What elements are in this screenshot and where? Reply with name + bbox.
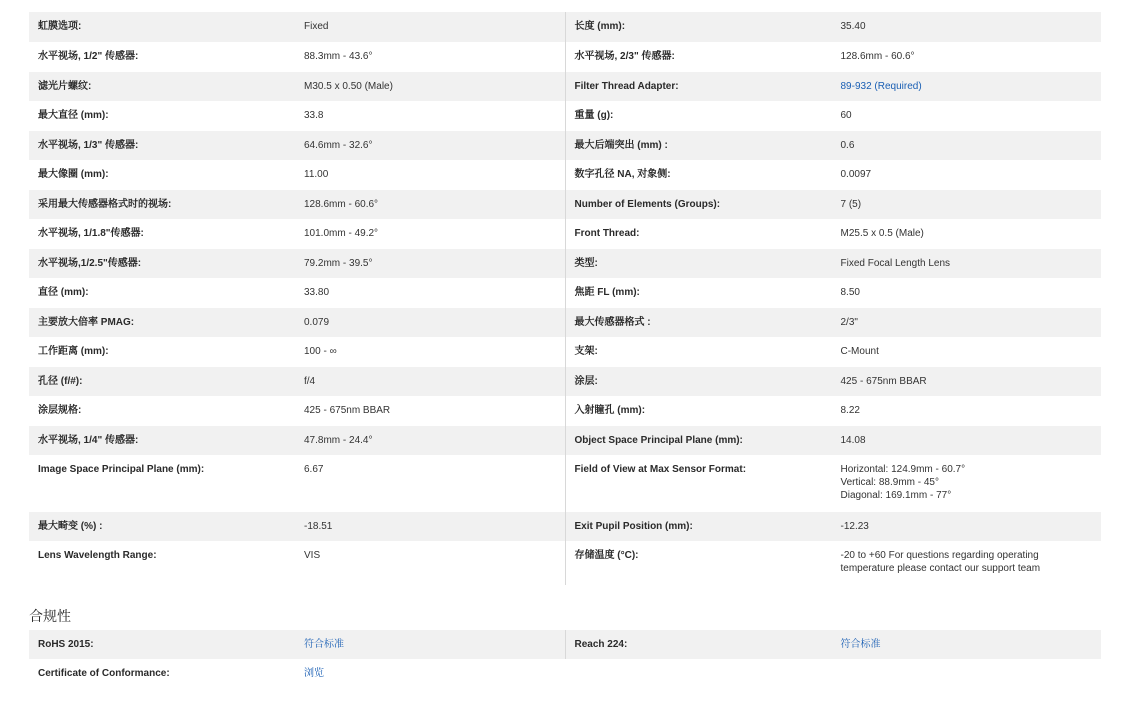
spec-label: 涂层规格:: [38, 405, 82, 416]
specifications-table: [29, 12, 1101, 585]
spec-row: [29, 396, 1101, 426]
spec-value: 2/3": [840, 317, 858, 328]
spec-value: 100 - ∞: [304, 346, 337, 357]
spec-value: 425 - 675nm BBAR: [840, 376, 927, 387]
spec-value: f/4: [304, 376, 316, 387]
compliance-label: RoHS 2015:: [38, 639, 94, 650]
spec-label: 水平视场, 1/4" 传感器:: [38, 435, 139, 446]
spec-label: 最大像圈 (mm):: [38, 169, 109, 180]
spec-value: Fixed: [304, 21, 329, 32]
spec-value: M30.5 x 0.50 (Male): [304, 81, 393, 92]
reach-status-link[interactable]: 符合标准: [840, 639, 881, 650]
spec-row: [29, 160, 1101, 190]
spec-value: M25.5 x 0.5 (Male): [840, 228, 924, 239]
spec-row: [29, 12, 1101, 42]
spec-label: Number of Elements (Groups):: [574, 199, 721, 210]
spec-label: Image Space Principal Plane (mm):: [38, 464, 205, 475]
spec-value: 79.2mm - 39.5°: [304, 258, 373, 269]
spec-row: [29, 308, 1101, 337]
rohs-status-link[interactable]: 符合标准: [304, 639, 344, 650]
spec-value: -18.51: [304, 521, 333, 532]
spec-row: [29, 101, 1101, 131]
spec-row: [29, 42, 1101, 72]
spec-row: [29, 367, 1101, 396]
spec-value: 0.079: [304, 317, 330, 328]
spec-label: 类型:: [574, 258, 598, 269]
spec-label: 孔径 (f/#):: [38, 376, 83, 387]
compliance-table: [29, 630, 1101, 688]
spec-value: Fixed Focal Length Lens: [840, 258, 951, 269]
certificate-browse-link[interactable]: 浏览: [304, 668, 324, 679]
spec-value: 88.3mm - 43.6°: [304, 51, 373, 62]
spec-row: [29, 455, 1101, 512]
spec-row: [29, 131, 1101, 160]
spec-label: 最大直径 (mm):: [38, 110, 109, 121]
spec-row: [29, 426, 1101, 455]
compliance-label: Reach 224:: [574, 639, 628, 650]
compliance-value: [831, 659, 1101, 688]
spec-label: 重量 (g):: [574, 110, 614, 121]
spec-label: 水平视场, 1/3" 传感器:: [38, 140, 139, 151]
spec-row: [29, 278, 1101, 308]
spec-label: 存储温度 (°C):: [574, 550, 639, 561]
spec-row: [29, 249, 1101, 278]
spec-label: 入射瞳孔 (mm):: [574, 405, 646, 416]
spec-value: 425 - 675nm BBAR: [304, 405, 391, 416]
spec-value: 35.40: [840, 21, 866, 32]
spec-label: 长度 (mm):: [574, 21, 626, 32]
spec-label: 水平视场, 1/2" 传感器:: [38, 51, 139, 62]
spec-value: 11.00: [304, 169, 329, 180]
spec-label: 工作距离 (mm):: [38, 346, 109, 357]
spec-value: 33.8: [304, 110, 324, 121]
spec-value: 47.8mm - 24.4°: [304, 435, 373, 446]
spec-label: Front Thread:: [574, 228, 640, 239]
spec-row: [29, 512, 1101, 541]
spec-value: 0.6: [840, 140, 855, 151]
spec-label: 水平视场, 2/3" 传感器:: [574, 51, 675, 62]
spec-label: 直径 (mm):: [38, 287, 89, 298]
spec-value: VIS: [304, 550, 321, 561]
spec-label: 涂层:: [574, 376, 598, 387]
spec-value: 33.80: [304, 287, 330, 298]
spec-label: 水平视场, 1/1.8"传感器:: [38, 228, 144, 239]
spec-value: 8.22: [840, 405, 860, 416]
spec-label: 虹膜选项:: [38, 21, 82, 32]
spec-label: 滤光片螺纹:: [38, 81, 92, 92]
spec-value: 101.0mm - 49.2°: [304, 228, 379, 239]
spec-value: C-Mount: [840, 346, 879, 357]
spec-row: [29, 72, 1101, 101]
spec-row: [29, 190, 1101, 219]
spec-label: 最大传感器格式 :: [574, 317, 651, 328]
spec-label: 主要放大倍率 PMAG:: [38, 317, 135, 328]
spec-label: 水平视场,1/2.5"传感器:: [38, 258, 142, 269]
spec-label: Lens Wavelength Range:: [38, 550, 157, 561]
spec-value: 8.50: [840, 287, 860, 298]
spec-value: 0.0097: [840, 169, 872, 180]
spec-value: 60: [840, 110, 852, 121]
compliance-heading: 合规性: [29, 608, 71, 624]
spec-value: 7 (5): [840, 199, 862, 210]
spec-value: Horizontal: 124.9mm - 60.7° Vertical: 88.9mm - 45° Diagonal: 169.1mm - 77°: [840, 464, 966, 501]
spec-value: -20 to +60 For questions regarding operating temperature please contact our support team: [840, 550, 1041, 574]
spec-value: 64.6mm - 32.6°: [304, 140, 373, 151]
spec-value: 14.08: [840, 435, 866, 446]
spec-label: Exit Pupil Position (mm):: [574, 521, 693, 532]
spec-label: Field of View at Max Sensor Format:: [574, 464, 747, 475]
spec-value: 6.67: [304, 464, 324, 475]
compliance-label: Certificate of Conformance:: [38, 668, 170, 679]
spec-label: 采用最大传感器格式时的视场:: [38, 199, 172, 210]
spec-value: 128.6mm - 60.6°: [840, 51, 915, 62]
spec-value: 128.6mm - 60.6°: [304, 199, 379, 210]
compliance-row: [29, 630, 1101, 659]
spec-value: -12.23: [840, 521, 869, 532]
filter-thread-adapter-link[interactable]: 89-932 (Required): [840, 81, 922, 92]
spec-label: 支架:: [574, 346, 598, 357]
spec-label: 焦距 FL (mm):: [574, 287, 640, 298]
spec-label: 最大后端突出 (mm) :: [574, 140, 668, 151]
spec-row: [29, 337, 1101, 367]
spec-label: 最大畸变 (%) :: [38, 521, 103, 532]
compliance-label: [565, 659, 831, 688]
spec-label: Object Space Principal Plane (mm):: [574, 435, 743, 446]
spec-row: [29, 219, 1101, 249]
spec-label: Filter Thread Adapter:: [574, 81, 679, 92]
compliance-row: [29, 659, 1101, 688]
spec-label: 数字孔径 NA, 对象侧:: [574, 169, 671, 180]
spec-row: [29, 541, 1101, 585]
